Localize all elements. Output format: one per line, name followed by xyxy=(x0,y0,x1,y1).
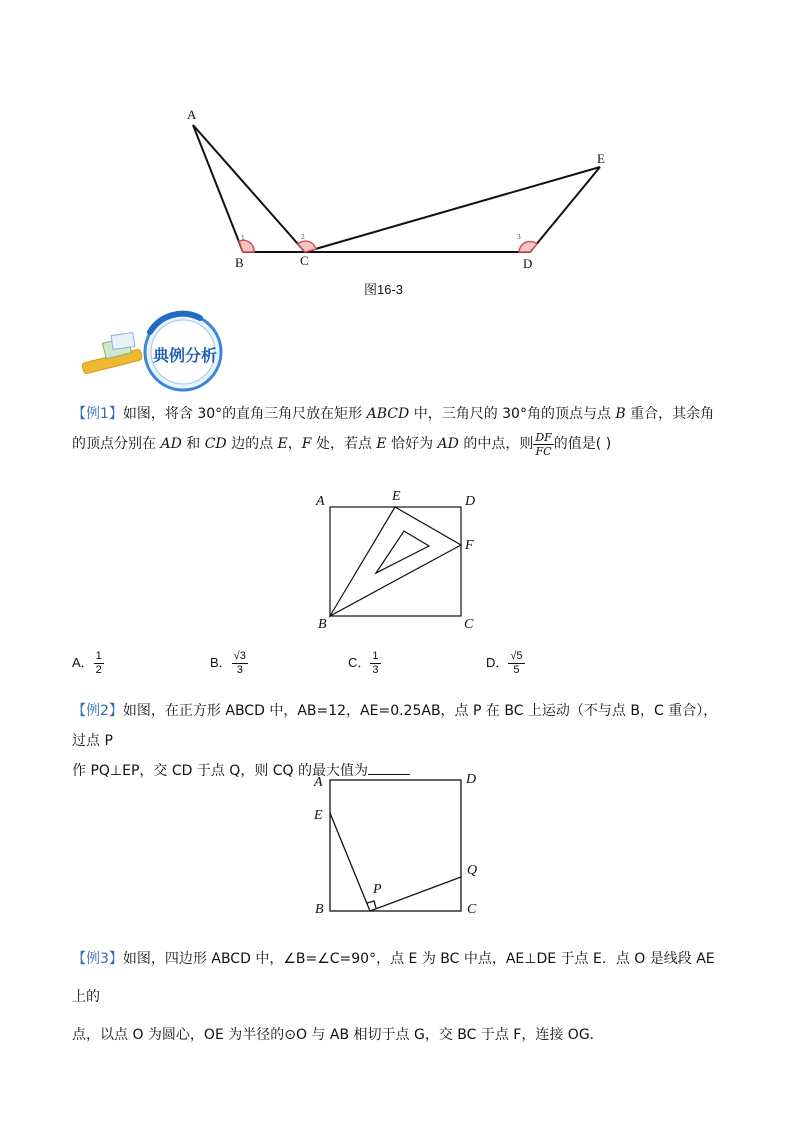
ex2-label-d: D xyxy=(466,772,477,787)
option-b-letter: B． xyxy=(210,654,232,670)
example1-e: E xyxy=(277,436,288,452)
option-c-num: 1 xyxy=(372,650,379,662)
ex2-label-c: C xyxy=(467,902,477,917)
segment-pq xyxy=(370,877,461,911)
example1-b: B xyxy=(615,406,626,422)
ex2-label-b: B xyxy=(315,902,324,917)
example2-tag: 【例2】 xyxy=(72,703,123,719)
ex2-label-q: Q xyxy=(467,863,478,878)
option-b-num: √3 xyxy=(233,650,246,662)
option-d-den: 5 xyxy=(513,664,520,676)
example1-tag: 【例1】 xyxy=(72,406,123,422)
fig1-label-d: D xyxy=(523,256,533,271)
fig1-angle-mark-3: 3 xyxy=(517,234,521,241)
example1-abcd: ABCD xyxy=(366,406,410,422)
example1-text-h: 恰好为 xyxy=(386,436,438,452)
example1-frac-den: FC xyxy=(535,444,552,458)
fig1-label-e: E xyxy=(597,151,605,166)
option-c-letter: C． xyxy=(348,654,371,670)
example1-text-e: 边的点 xyxy=(226,436,278,452)
option-a-num: 1 xyxy=(95,650,102,662)
option-a-letter: A． xyxy=(72,654,94,670)
fig1-label-c: C xyxy=(300,253,309,268)
fig1-caption: 图16-3 xyxy=(364,282,404,297)
option-b-den: 3 xyxy=(236,664,243,676)
option-a-den: 2 xyxy=(95,664,102,676)
example1-text-d: 和 xyxy=(181,436,205,452)
option-d-letter: D． xyxy=(486,654,509,670)
fig1-label-b: B xyxy=(235,255,244,270)
square-abcd xyxy=(330,780,461,911)
example1-text-a: 如图，将含 30°的直角三角尺放在矩形 xyxy=(122,406,367,422)
option-c-den: 3 xyxy=(372,664,379,676)
example1-text-j: 的值是( ) xyxy=(553,436,612,452)
fig1-angle-mark-1: 1 xyxy=(241,235,245,242)
ex1-label-f: F xyxy=(465,538,474,553)
example2-line1: 如图，在正方形 ABCD 中，AB=12，AE=0.25AB，点 P 在 BC 上运动（不与点 B，C 重合），过点 P xyxy=(72,703,718,749)
ex1-label-d: D xyxy=(465,494,476,509)
ex2-label-e: E xyxy=(314,808,323,823)
example1-ad: AD xyxy=(160,436,182,452)
banner-label: 典例分析 xyxy=(153,346,218,365)
example1-e2: E xyxy=(376,436,387,452)
example1-text-f: ， xyxy=(287,436,302,452)
fig1-label-a: A xyxy=(187,107,197,122)
ex1-label-c: C xyxy=(464,617,474,632)
ex1-label-b: B xyxy=(318,617,327,632)
option-d-num: √5 xyxy=(510,650,523,662)
example1-cd: CD xyxy=(204,436,227,452)
ex1-label-e: E xyxy=(392,489,401,504)
example1-f: F xyxy=(301,436,312,452)
example3-line2: 点，以点 O 为圆心，OE 为半径的⊙O 与 AB 相切于点 G，交 BC 于点 F，连接 OG． xyxy=(72,1027,604,1043)
ex2-label-a: A xyxy=(314,775,323,790)
example1-text-c: 重合，其余角的顶点分别在 xyxy=(72,406,715,452)
example3-text xyxy=(72,940,724,1054)
example2-line2: 作 PQ⊥EP，交 CD 于点 Q，则 CQ 的最大值为 xyxy=(72,763,369,779)
example3-tag: 【例3】 xyxy=(72,951,123,967)
example1-text-b: 中，三角尺的 30°角的顶点与点 xyxy=(409,406,616,422)
ex1-label-a: A xyxy=(316,494,325,509)
example1-ad2: AD xyxy=(437,436,459,452)
example3-line1: 如图，四边形 ABCD 中，∠B=∠C=90°，点 E 为 BC 中点，AE⊥DE 于点 E．点 O 是线段 AE 上的 xyxy=(72,951,715,1005)
example1-text-i: 的中点，则 xyxy=(458,436,534,452)
segment-ep xyxy=(330,813,370,911)
ex2-label-p: P xyxy=(373,882,382,897)
fig1-angle-mark-2: 2 xyxy=(301,234,305,241)
example1-text-g: 处，若点 xyxy=(311,436,377,452)
example1-frac-num: DF xyxy=(535,430,552,444)
